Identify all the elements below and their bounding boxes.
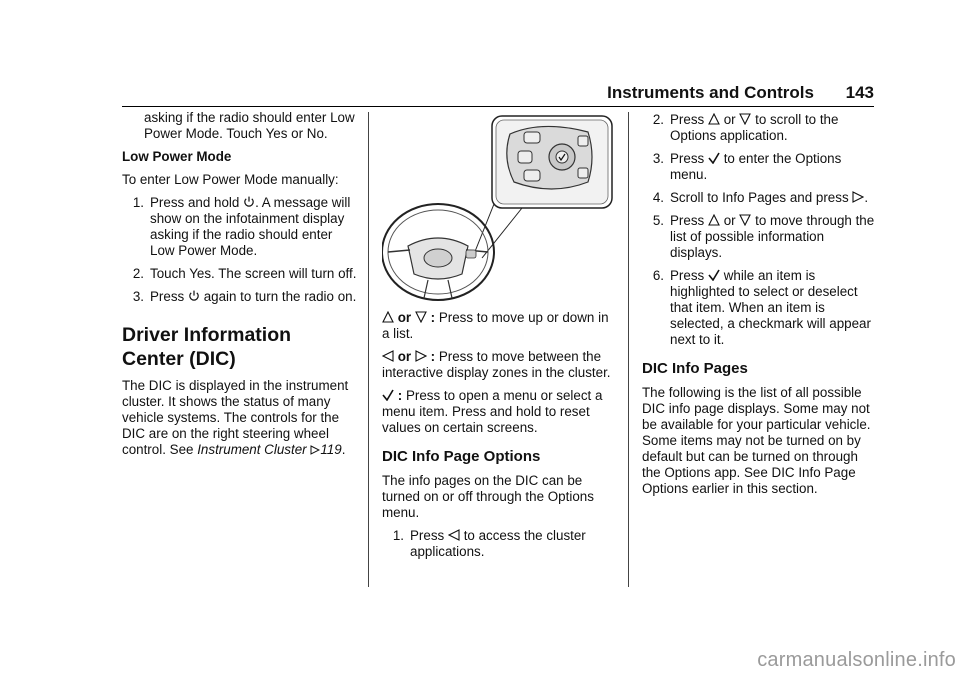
or-label: or xyxy=(723,112,736,127)
low-power-heading: Low Power Mode xyxy=(122,149,232,164)
header-title: Instruments and Controls xyxy=(607,83,814,102)
step-number: 5. xyxy=(652,213,664,228)
up-down-desc xyxy=(382,310,616,342)
steering-wheel-illustration xyxy=(382,112,616,302)
checkmark-icon xyxy=(382,389,394,401)
step-number: 4. xyxy=(652,190,664,205)
step-text-pre: Press xyxy=(670,213,705,228)
column-divider xyxy=(368,112,369,587)
column-1 xyxy=(122,110,358,458)
column-divider xyxy=(628,112,629,587)
section-heading-info-pages: DIC Info Pages xyxy=(642,360,748,377)
select-desc xyxy=(382,388,616,436)
step-text-pre: Press xyxy=(670,268,705,283)
page-header xyxy=(122,80,874,107)
step-text-pre: Press and hold xyxy=(150,195,240,210)
step-text xyxy=(670,190,878,206)
step-number: 2. xyxy=(132,266,144,281)
step-text xyxy=(150,289,358,305)
list-item xyxy=(642,151,878,183)
dic-description xyxy=(122,378,358,458)
continued-text: asking if the radio should enter Low Power Mode. Touch Yes or No. xyxy=(144,110,355,141)
watermark: carmanualsonline.info xyxy=(757,649,956,671)
list-item xyxy=(382,528,616,560)
step-text-pre: Press xyxy=(670,151,705,166)
page-ref-icon xyxy=(310,445,320,455)
or-label: or xyxy=(723,213,736,228)
section-heading-dic: Driver Information Center (DIC) xyxy=(122,324,292,370)
step-number: 2. xyxy=(652,112,664,127)
colon: : xyxy=(397,388,403,403)
options-text: The info pages on the DIC can be turned on or off through the Options menu. xyxy=(382,473,594,520)
step-text xyxy=(410,528,616,560)
page-number: 143 xyxy=(845,83,874,102)
checkmark-icon xyxy=(708,269,720,281)
list-item xyxy=(122,289,358,305)
dic-text: The DIC is displayed in the instrument cluster. It shows the status of many vehicle systems. The controls for the DIC are on the right steering wheel control. See xyxy=(122,378,349,457)
power-icon xyxy=(243,196,255,208)
or-label: or xyxy=(397,310,412,325)
column-2 xyxy=(382,112,616,560)
step-text-pre: Press xyxy=(150,289,185,304)
xref-end: . xyxy=(341,442,346,457)
list-item xyxy=(642,190,878,206)
step-number: 1. xyxy=(392,528,404,543)
down-triangle-icon xyxy=(739,113,751,125)
xref-page[interactable]: 119 xyxy=(320,442,342,457)
list-item xyxy=(642,112,878,144)
step-text-post: to access the cluster applications. xyxy=(410,528,586,559)
step-text-post: . xyxy=(864,190,869,205)
column-3 xyxy=(642,112,878,497)
colon: : xyxy=(430,349,436,364)
xref-link[interactable]: Instrument Cluster xyxy=(197,442,307,457)
right-triangle-icon xyxy=(852,191,864,203)
step-text-post: to scroll to the Options application. xyxy=(670,112,839,143)
step-number: 3. xyxy=(132,289,144,304)
section-heading-options: DIC Info Page Options xyxy=(382,448,541,465)
list-item xyxy=(642,213,878,261)
info-pages-text: The following is the list of all possible DIC info page displays. Some may not be available for your particular vehicle. Some items may not be turned on by default but can be turned on through the Options app. See DIC Info Page Options earlier in this section. xyxy=(642,385,871,496)
left-right-desc xyxy=(382,349,616,381)
left-triangle-icon xyxy=(382,350,394,362)
step-text-post: to move through the list of possible information displays. xyxy=(670,213,875,260)
step-text-pre: Press xyxy=(670,112,705,127)
up-triangle-icon xyxy=(708,214,720,226)
down-triangle-icon xyxy=(415,311,427,323)
step-text xyxy=(670,112,878,144)
or-label: or xyxy=(397,349,412,364)
power-icon xyxy=(188,290,200,302)
step-text xyxy=(150,195,358,259)
list-item xyxy=(122,195,358,259)
steering-wheel-image xyxy=(382,112,616,302)
down-triangle-icon xyxy=(739,214,751,226)
step-text xyxy=(670,268,878,348)
left-right-text: Press to move between the interactive display zones in the cluster. xyxy=(382,349,611,380)
step-number: 3. xyxy=(652,151,664,166)
list-item xyxy=(122,266,358,282)
up-triangle-icon xyxy=(382,311,394,323)
select-text: Press to open a menu or select a menu item. Press and hold to reset values on certain screens. xyxy=(382,388,603,435)
step-text-pre: Scroll to Info Pages and press xyxy=(670,190,849,205)
step-text xyxy=(670,213,878,261)
step-text-post: while an item is highlighted to select or deselect that item. When an item is selected, a checkmark will appear next to it. xyxy=(670,268,871,347)
left-triangle-icon xyxy=(448,529,460,541)
step-number: 1. xyxy=(132,195,144,210)
list-item xyxy=(642,268,878,348)
up-down-text: Press to move up or down in a list. xyxy=(382,310,609,341)
up-triangle-icon xyxy=(708,113,720,125)
step-text: Touch Yes. The screen will turn off. xyxy=(150,266,357,281)
colon: : xyxy=(430,310,436,325)
step-text-post: again to turn the radio on. xyxy=(203,289,357,304)
checkmark-icon xyxy=(708,152,720,164)
low-power-intro: To enter Low Power Mode manually: xyxy=(122,172,339,187)
step-text xyxy=(670,151,878,183)
step-text-post: . A message will show on the infotainment display asking if the radio should enter Low Power Mode. xyxy=(150,195,351,258)
step-number: 6. xyxy=(652,268,664,283)
step-text-pre: Press xyxy=(410,528,445,543)
right-triangle-icon xyxy=(415,350,427,362)
step-text-post: to enter the Options menu. xyxy=(670,151,842,182)
